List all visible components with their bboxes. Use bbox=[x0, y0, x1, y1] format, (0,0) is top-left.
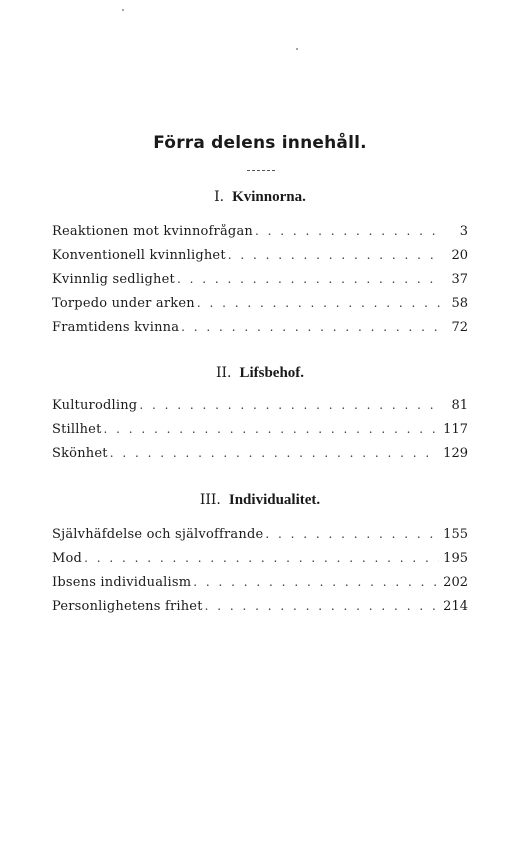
toc-entry-title: Kulturodling bbox=[52, 398, 138, 413]
toc-entry-page: 37 bbox=[451, 272, 468, 287]
toc-entry[interactable] bbox=[52, 272, 468, 296]
toc-entry[interactable] bbox=[52, 527, 468, 551]
dot-leader bbox=[205, 599, 440, 613]
toc-entry[interactable] bbox=[52, 320, 468, 344]
dot-leader bbox=[84, 551, 439, 565]
toc-entry[interactable] bbox=[52, 446, 468, 470]
page-speck bbox=[296, 48, 298, 50]
toc-list-section-1 bbox=[52, 224, 468, 344]
section-numeral: I. bbox=[214, 189, 225, 205]
toc-entry-title: Personlighetens frihet bbox=[52, 599, 203, 614]
toc-entry-page: 202 bbox=[443, 575, 468, 590]
dot-leader bbox=[193, 575, 439, 589]
toc-entry-page: 72 bbox=[451, 320, 468, 335]
toc-entry-title: Skönhet bbox=[52, 446, 108, 461]
toc-entry-page: 81 bbox=[451, 398, 468, 413]
dot-leader bbox=[265, 527, 439, 541]
dot-leader bbox=[139, 398, 440, 412]
toc-entry[interactable] bbox=[52, 551, 468, 575]
toc-entry-title: Kvinnlig sedlighet bbox=[52, 272, 175, 287]
toc-entry[interactable] bbox=[52, 224, 468, 248]
toc-entry-title: Torpedo under arken bbox=[52, 296, 195, 311]
toc-entry-title: Ibsens individualism bbox=[52, 575, 192, 590]
dot-leader bbox=[228, 248, 440, 262]
section-numeral: II. bbox=[215, 365, 232, 381]
toc-entry-title: Reaktionen mot kvinnofrågan bbox=[52, 224, 253, 239]
toc-entry-title: Stillhet bbox=[52, 422, 102, 437]
section-heading-3 bbox=[0, 492, 520, 509]
toc-entry[interactable] bbox=[52, 296, 468, 320]
toc-entry[interactable] bbox=[52, 599, 468, 623]
section-name: Individualitet. bbox=[228, 492, 321, 508]
dot-leader bbox=[255, 224, 440, 238]
toc-entry-title: Framtidens kvinna bbox=[52, 320, 180, 335]
dot-leader bbox=[197, 296, 440, 310]
section-heading-2 bbox=[0, 365, 520, 382]
toc-entry-title: Självhäfdelse och självoffrande bbox=[52, 527, 264, 542]
toc-list-section-2 bbox=[52, 398, 468, 470]
toc-entry-page: 195 bbox=[443, 551, 468, 566]
page-title: Förra delens innehåll. bbox=[153, 133, 367, 153]
toc-entry-page: 214 bbox=[443, 599, 468, 614]
section-name: Lifsbehof. bbox=[239, 365, 305, 381]
toc-entry-title: Mod bbox=[52, 551, 83, 566]
dot-leader bbox=[110, 446, 439, 460]
toc-entry-page: 155 bbox=[443, 527, 468, 542]
section-numeral: III. bbox=[199, 492, 221, 508]
section-name: Kvinnorna. bbox=[232, 189, 306, 205]
toc-entry-title: Konventionell kvinnlighet bbox=[52, 248, 226, 263]
toc-entry[interactable] bbox=[52, 248, 468, 272]
title-divider bbox=[247, 170, 275, 171]
dot-leader bbox=[181, 320, 440, 334]
dot-leader bbox=[177, 272, 440, 286]
section-heading-1 bbox=[0, 189, 520, 206]
toc-entry-page: 20 bbox=[451, 248, 468, 263]
toc-entry-page: 58 bbox=[451, 296, 468, 311]
page-speck bbox=[122, 9, 124, 11]
toc-entry-page: 117 bbox=[443, 422, 468, 437]
toc-entry-page: 3 bbox=[459, 224, 468, 239]
toc-entry[interactable] bbox=[52, 398, 468, 422]
toc-list-section-3 bbox=[52, 527, 468, 623]
toc-entry[interactable] bbox=[52, 575, 468, 599]
toc-entry-page: 129 bbox=[443, 446, 468, 461]
toc-entry[interactable] bbox=[52, 422, 468, 446]
dot-leader bbox=[104, 422, 440, 436]
